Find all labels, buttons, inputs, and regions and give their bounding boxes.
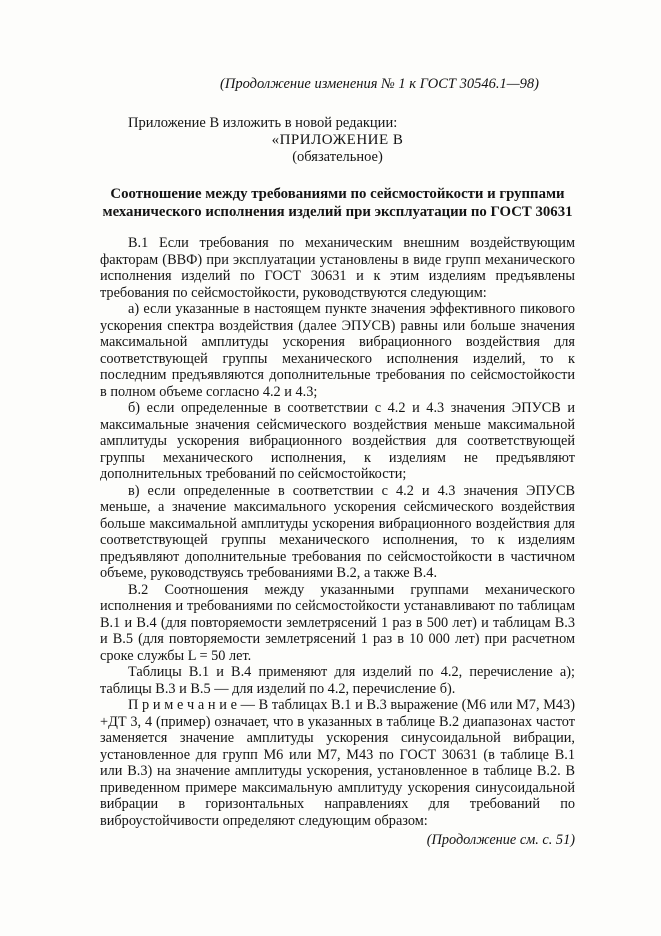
paragraph-tables: Таблицы В.1 и В.4 применяют для изделий по 4.2, перечисление а); таблицы В.3 и В.5 — для изделий по 4.2, перечисление б).	[100, 664, 575, 697]
appendix-type-label: (обязательное)	[292, 149, 383, 165]
paragraph-v2: В.2 Соотношения между указанными группами механического исполнения и требованиями по сейсмостойкости устанавливают по таблицам В.1 и В.4 (для повторяемости землетрясений 1 раз в 500 лет) и таблицам В.3 и В.5 (для повторяемости землетрясений 1 раз в 10 000 лет) при расчетном сроке службы L = 50 лет.	[100, 581, 575, 664]
appendix-heading: «ПРИЛОЖЕНИЕ В	[271, 132, 404, 148]
paragraph-item-b: б) если определенные в соответствии с 4.2 и 4.3 значения ЭПУСВ и максимальные значения сейсмического воздействия меньше максимальной амплитуды ускорения вибрационного воздействия для соответствующей группы механического исполнения, к изделиям не предъявляют дополнительных требований по сейсмостойкости;	[100, 400, 575, 482]
paragraph-note: П р и м е ч а н и е — В таблицах В.1 и В.3 выражение (М6 или М7, М43) +ДТ 3, 4 (пример) означает, что в указанных в таблице В.2 диапазонах частот заменяется значение амплитуды ускорения синусоидальной вибрации, установленное для групп М6 или М7, М43 по ГОСТ 30631 (в таблице В.1 или В.3) на значение амплитуды ускорения, установленное в таблице В.2. В приведенном примере максимальную амплитуду ускорения синусоидальной вибрации в горизонтальных направлениях для требований по виброустойчивости определяют следующим образом:	[100, 697, 575, 829]
page-footer: (Продолжение см. с. 51)	[426, 832, 575, 848]
intro-line: Приложение В изложить в новой редакции:	[128, 115, 398, 131]
running-header: (Продолжение изменения № 1 к ГОСТ 30546.1—98)	[220, 76, 539, 92]
section-title: Соотношение между требованиями по сейсмостойкости и группами механического исполнения изделий при эксплуатации по ГОСТ 30631	[102, 186, 573, 220]
paragraph-item-v: в) если определенные в соответствии с 4.2 и 4.3 значения ЭПУСВ меньше, а значение максимального ускорения сейсмического воздействия больше максимальной амплитуды ускорения вибрационного воздействия для соответствующей группы механического исполнения, то к изделиям предъявляют дополнительные требования по сейсмостойкости в частичном объеме, руководствуясь требованиями В.2, а также В.4.	[100, 482, 575, 581]
paragraph-item-a: а) если указанные в настоящем пункте значения эффективного пикового ускорения спектра воздействия (далее ЭПУСВ) равны или больше значения максимальной амплитуды ускорения вибрационного воздействия для соответствующей группы механического исполнения изделий, то к последним предъявляются дополнительные требования по сейсмостойкости в полном объеме согласно 4.2 и 4.3;	[100, 301, 575, 400]
paragraph-v1: В.1 Если требования по механическим внешним воздействующим факторам (ВВФ) при эксплуатации установлены в виде групп механического исполнения изделий по ГОСТ 30631 и к этим изделиям предъявлены требования по сейсмостойкости, руководствуются следующим:	[100, 235, 575, 301]
